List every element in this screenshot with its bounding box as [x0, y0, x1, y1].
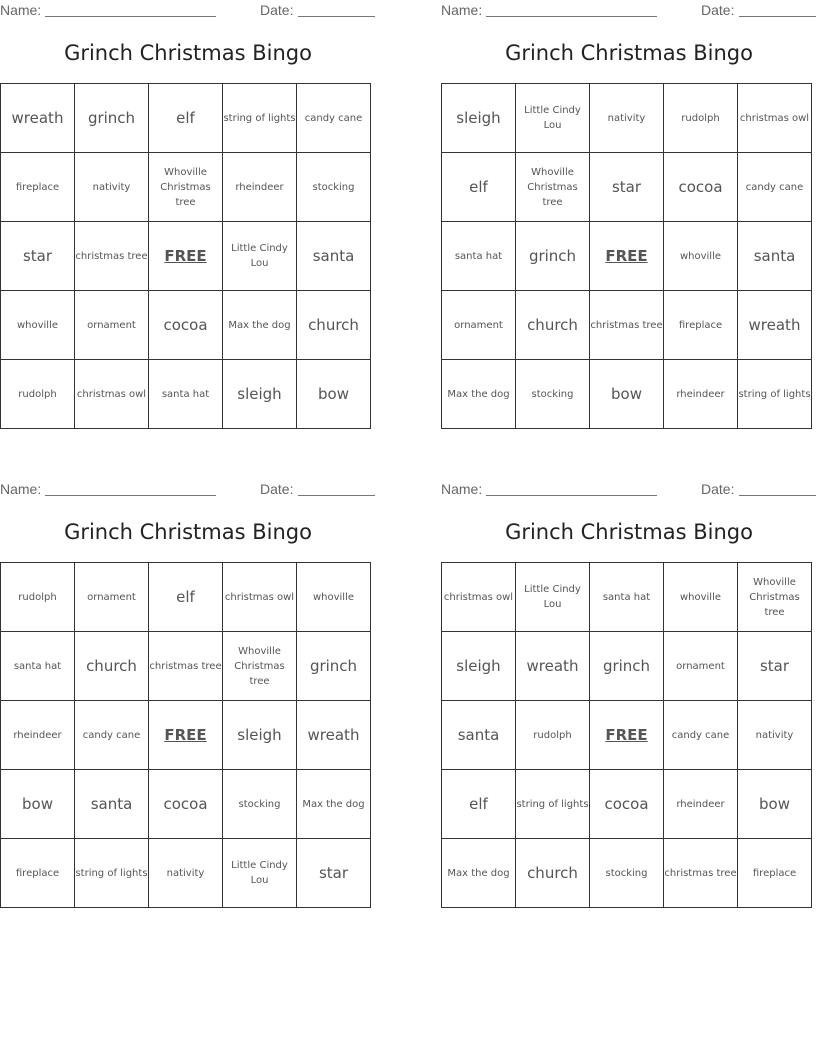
bingo-cell[interactable]: fireplace [664, 291, 738, 360]
bingo-cell[interactable]: whoville [297, 563, 371, 632]
bingo-cell[interactable]: stocking [590, 839, 664, 908]
bingo-cell[interactable]: stocking [516, 360, 590, 429]
bingo-cell[interactable]: wreath [297, 701, 371, 770]
bingo-row [442, 563, 812, 632]
bingo-cell[interactable]: santa hat [442, 222, 516, 291]
bingo-row [1, 153, 371, 222]
bingo-cell[interactable]: sleigh [223, 360, 297, 429]
bingo-row [442, 291, 812, 360]
bingo-cell[interactable]: cocoa [664, 153, 738, 222]
bingo-cell[interactable]: grinch [297, 632, 371, 701]
bingo-row [442, 701, 812, 770]
bingo-cell[interactable]: elf [442, 153, 516, 222]
bingo-cell[interactable]: christmas tree [75, 222, 149, 291]
name-label: Name: [441, 481, 483, 497]
bingo-cell[interactable]: Little Cindy Lou [223, 839, 297, 908]
bingo-cell[interactable]: elf [149, 563, 223, 632]
bingo-row [1, 701, 371, 770]
bingo-cell[interactable]: star [738, 632, 812, 701]
bingo-cell[interactable]: star [297, 839, 371, 908]
bingo-row [442, 84, 812, 153]
bingo-cell[interactable]: church [75, 632, 149, 701]
bingo-cell[interactable]: elf [149, 84, 223, 153]
bingo-cell[interactable]: fireplace [1, 839, 75, 908]
bingo-cell[interactable]: cocoa [590, 770, 664, 839]
bingo-cell[interactable]: christmas tree [590, 291, 664, 360]
bingo-cell[interactable]: santa hat [1, 632, 75, 701]
bingo-cell[interactable]: ornament [442, 291, 516, 360]
bingo-cell[interactable]: sleigh [442, 84, 516, 153]
bingo-row [442, 360, 812, 429]
bingo-cell[interactable]: wreath [1, 84, 75, 153]
bingo-cell[interactable]: santa hat [590, 563, 664, 632]
bingo-row [442, 770, 812, 839]
bingo-cell[interactable]: Whoville Christmas tree [738, 563, 812, 632]
card-title: Grinch Christmas Bingo [505, 41, 753, 65]
date-blank-line[interactable] [739, 16, 816, 17]
bingo-grid [0, 83, 371, 429]
bingo-cell[interactable]: Little Cindy Lou [223, 222, 297, 291]
name-blank-line[interactable] [45, 495, 216, 496]
bingo-cell[interactable]: rudolph [516, 701, 590, 770]
name-label: Name: [0, 2, 42, 18]
bingo-cell[interactable]: santa [738, 222, 812, 291]
bingo-cell[interactable]: star [590, 153, 664, 222]
bingo-cell[interactable]: rudolph [664, 84, 738, 153]
name-date-header [441, 481, 816, 499]
bingo-cell[interactable]: christmas owl [75, 360, 149, 429]
bingo-row [1, 770, 371, 839]
bingo-cell[interactable]: Little Cindy Lou [516, 563, 590, 632]
date-label: Date: [260, 2, 294, 18]
bingo-cell[interactable]: santa [297, 222, 371, 291]
bingo-cell[interactable]: rudolph [1, 563, 75, 632]
bingo-grid [441, 562, 812, 908]
bingo-cell[interactable]: bow [1, 770, 75, 839]
name-blank-line[interactable] [486, 495, 657, 496]
bingo-cell[interactable]: cocoa [149, 291, 223, 360]
bingo-cell[interactable]: whoville [664, 222, 738, 291]
bingo-cell[interactable]: nativity [590, 84, 664, 153]
bingo-cell[interactable]: grinch [590, 632, 664, 701]
bingo-cell[interactable]: santa [442, 701, 516, 770]
bingo-cell[interactable]: ornament [664, 632, 738, 701]
bingo-cell[interactable]: Max the dog [223, 291, 297, 360]
date-blank-line[interactable] [298, 16, 375, 17]
bingo-cell[interactable]: Max the dog [297, 770, 371, 839]
date-blank-line[interactable] [739, 495, 816, 496]
bingo-cell[interactable]: santa [75, 770, 149, 839]
bingo-card [441, 479, 816, 915]
bingo-cell[interactable]: grinch [516, 222, 590, 291]
bingo-cell[interactable]: Whoville Christmas tree [516, 153, 590, 222]
bingo-cell[interactable]: wreath [516, 632, 590, 701]
bingo-cell[interactable]: nativity [75, 153, 149, 222]
bingo-cell[interactable]: church [516, 291, 590, 360]
bingo-cell[interactable]: nativity [738, 701, 812, 770]
bingo-cell[interactable]: church [297, 291, 371, 360]
bingo-cell[interactable]: Little Cindy Lou [516, 84, 590, 153]
date-blank-line[interactable] [298, 495, 375, 496]
bingo-cell[interactable]: string of lights [738, 360, 812, 429]
bingo-card [0, 479, 376, 915]
bingo-grid [441, 83, 812, 429]
bingo-row [1, 291, 371, 360]
bingo-cell[interactable]: bow [297, 360, 371, 429]
name-label: Name: [441, 2, 483, 18]
bingo-cell[interactable]: whoville [664, 563, 738, 632]
date-label: Date: [260, 481, 294, 497]
bingo-row [442, 839, 812, 908]
bingo-cell[interactable]: sleigh [223, 701, 297, 770]
bingo-cell[interactable]: christmas tree [149, 632, 223, 701]
card-title: Grinch Christmas Bingo [505, 520, 753, 544]
bingo-card [0, 0, 376, 436]
bingo-cell[interactable]: string of lights [516, 770, 590, 839]
bingo-cell[interactable]: christmas owl [442, 563, 516, 632]
bingo-cell[interactable]: ornament [75, 291, 149, 360]
name-blank-line[interactable] [486, 16, 657, 17]
bingo-row [1, 563, 371, 632]
bingo-row [1, 222, 371, 291]
bingo-cell[interactable]: candy cane [738, 153, 812, 222]
bingo-cell[interactable]: rheindeer [664, 770, 738, 839]
free-space[interactable]: FREE [149, 222, 223, 291]
bingo-cell[interactable]: christmas owl [738, 84, 812, 153]
bingo-cell[interactable]: candy cane [664, 701, 738, 770]
bingo-cell[interactable]: whoville [1, 291, 75, 360]
bingo-cell[interactable]: rudolph [1, 360, 75, 429]
bingo-cell[interactable]: rheindeer [1, 701, 75, 770]
bingo-cell[interactable]: star [1, 222, 75, 291]
date-label: Date: [701, 2, 735, 18]
bingo-cell[interactable]: rheindeer [664, 360, 738, 429]
name-date-header [0, 2, 376, 20]
bingo-cell[interactable]: Whoville Christmas tree [149, 153, 223, 222]
bingo-cell[interactable]: nativity [149, 839, 223, 908]
bingo-cell[interactable]: bow [738, 770, 812, 839]
card-title: Grinch Christmas Bingo [64, 520, 312, 544]
bingo-cell[interactable]: fireplace [1, 153, 75, 222]
bingo-cell[interactable]: christmas tree [664, 839, 738, 908]
bingo-cell[interactable]: candy cane [297, 84, 371, 153]
name-date-header [441, 2, 816, 20]
bingo-row [442, 153, 812, 222]
bingo-cell[interactable]: grinch [75, 84, 149, 153]
bingo-cell[interactable]: christmas owl [223, 563, 297, 632]
bingo-cell[interactable]: elf [442, 770, 516, 839]
bingo-card [441, 0, 816, 436]
bingo-cell[interactable]: sleigh [442, 632, 516, 701]
bingo-cell[interactable]: santa hat [149, 360, 223, 429]
bingo-row [1, 84, 371, 153]
bingo-cell[interactable]: cocoa [149, 770, 223, 839]
bingo-grid [0, 562, 371, 908]
name-date-header [0, 481, 376, 499]
bingo-cell[interactable]: church [516, 839, 590, 908]
bingo-row [1, 632, 371, 701]
bingo-cell[interactable]: candy cane [75, 701, 149, 770]
bingo-cell[interactable]: ornament [75, 563, 149, 632]
bingo-row [1, 360, 371, 429]
bingo-row [442, 222, 812, 291]
free-space[interactable]: FREE [590, 701, 664, 770]
bingo-cell[interactable]: Max the dog [442, 839, 516, 908]
bingo-cell[interactable]: stocking [223, 770, 297, 839]
bingo-cell[interactable]: string of lights [223, 84, 297, 153]
bingo-cell[interactable]: stocking [297, 153, 371, 222]
bingo-cell[interactable]: wreath [738, 291, 812, 360]
bingo-cell[interactable]: Whoville Christmas tree [223, 632, 297, 701]
name-blank-line[interactable] [45, 16, 216, 17]
bingo-cell[interactable]: bow [590, 360, 664, 429]
bingo-cell[interactable]: fireplace [738, 839, 812, 908]
date-label: Date: [701, 481, 735, 497]
bingo-cell[interactable]: Max the dog [442, 360, 516, 429]
bingo-row [1, 839, 371, 908]
name-label: Name: [0, 481, 42, 497]
free-space[interactable]: FREE [149, 701, 223, 770]
bingo-row [442, 632, 812, 701]
bingo-cell[interactable]: rheindeer [223, 153, 297, 222]
free-space[interactable]: FREE [590, 222, 664, 291]
bingo-cell[interactable]: string of lights [75, 839, 149, 908]
card-title: Grinch Christmas Bingo [64, 41, 312, 65]
